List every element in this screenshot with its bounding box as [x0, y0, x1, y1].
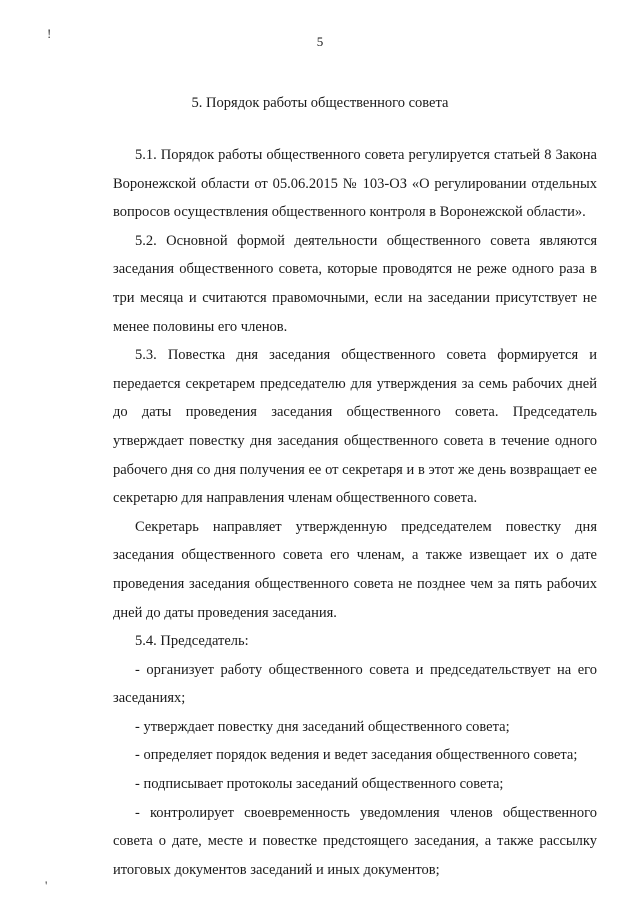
document-body: [113, 141, 597, 884]
list-item-organizes: - организует работу общественного совета и председательствует на его заседаниях;: [113, 661, 597, 707]
paragraph-5-1: 5.1. Порядок работы общественного совета регулируется статьей 8 Закона Воронежской области от 05.06.2015 № 103-ОЗ «О регулировании отдельных вопросов осуществления общественного контроля в Воронежской области».: [113, 147, 597, 221]
margin-mark-bottom: ': [45, 878, 48, 893]
paragraph-5-4: 5.4. Председатель:: [135, 633, 249, 650]
list-item-controls-notification: - контролирует своевременность уведомления членов общественного совета о дате, месте и повестке предстоящего заседания, а также рассылку итоговых документов заседаний и иных документов;: [113, 804, 597, 878]
page-number: 5: [316, 34, 324, 49]
section-title: 5. Порядок работы общественного совета: [191, 95, 449, 111]
list-item-signs-minutes: - подписывает протоколы заседаний общественного совета;: [135, 776, 504, 793]
margin-mark-top: !: [47, 26, 52, 41]
paragraph-secretary: Секретарь направляет утвержденную председателем повестку дня заседания общественного совета его членам, а также извещает их о дате проведения заседания общественного совета не позднее чем за пять рабочих дней до даты проведения заседания.: [113, 518, 597, 621]
list-item-approves-agenda: - утверждает повестку дня заседаний общественного совета;: [135, 718, 510, 735]
paragraph-5-2: 5.2. Основной формой деятельности общественного совета являются заседания общественного совета, которые проводятся не реже одного раза в три месяца и считаются правомочными, если на заседании присутствует не менее половины его членов.: [113, 232, 597, 335]
list-item-conducts-meetings: - определяет порядок ведения и ведет заседания общественного совета;: [135, 747, 578, 764]
paragraph-5-3: 5.3. Повестка дня заседания общественного совета формируется и передается секретарем председателю для утверждения за семь рабочих дней до даты проведения заседания общественного совета. Председатель утверждает повестку дня заседания общественного совета в течение одного рабочего дня со дня получения ее от секретаря и в этот же день возвращает ее секретарю для направления членам общественного совета.: [113, 347, 597, 507]
